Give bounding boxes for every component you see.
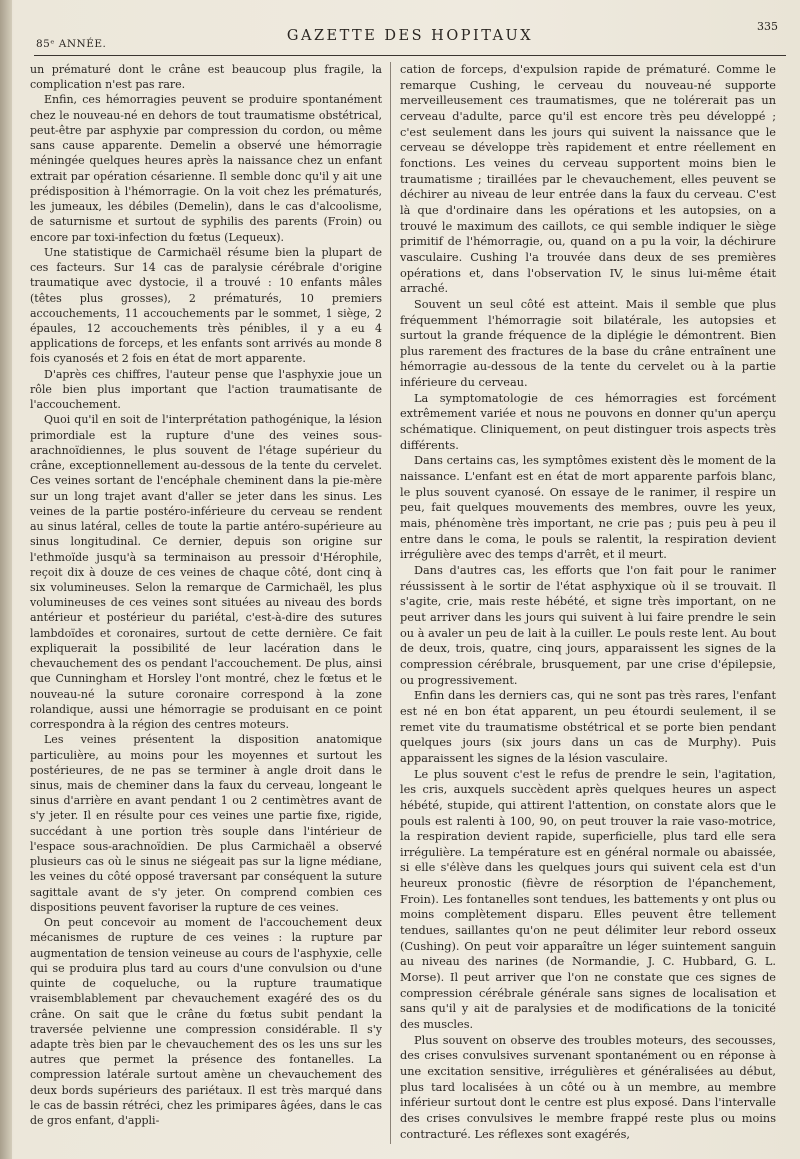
paragraph: Dans d'autres cas, les efforts que l'on fait pour le ranimer réussissent à le sortir de l'état asphyxique où il se trouvait. Il s'agite, crie, mais reste hébété, et signe très important, on ne peut arriver dans les jours qui suivent à lui faire prendre le sein ou à avaler un peu de lait à la cuiller. Le pouls reste lent. Au bout de deux, trois, quatre, cinq jours, apparaissent les signes de la compression cérébrale, brusquement, par une crise d'épilepsie, ou progressivement.: [400, 564, 776, 687]
paragraph: Enfin dans les derniers cas, qui ne sont pas très rares, l'enfant est né en bon état apparent, un peu étourdi seulement, il se remet vite du traumatisme obstétrical et se porte bien pendant quelques jours (six jours dans un cas de Murphy). Puis apparaissent les signes de la lésion vasculaire.: [400, 689, 776, 765]
paragraph: Quoi qu'il en soit de l'interprétation pathogénique, la lésion primordiale est la rupture d'une des veines sous-arachnoïdiennes, le plus souvent de l'étage supérieur du crâne, exceptionnellement au-dessous de la tente du cervelet. Ces veines sortant de l'encéphale cheminent dans la pie-mère sur un long trajet avant d'aller se jeter dans les sinus. Les veines de la partie postéro-inférieure du cerveau se rendent au sinus latéral, celles de toute la partie antéro-supérieure au sinus longitudinal. Ce dernier, depuis son origine sur l'ethmoïde jusqu'à sa terminaison au pressoir d'Hérophile, reçoit dix à douze de ces veines de chaque côté, dont cinq à six volumineuses. Selon la remarque de Carmichaël, les plus volumineuses de ces veines sont situées au niveau des bords antérieur et postérieur du pariétal, c'est-à-dire des sutures lambdoïdes et coronaires, surtout de cette dernière. Ce fait expliquerait la possibilité de leur lacération dans le chevauchement des os pendant l'accouchement. De plus, ainsi que Cunningham et Horsley l'ont montré, chez le fœtus et le nouveau-né la suture coronaire correspond à la zone rolandique, aussi une hémorragie se produisant en ce point correspondra à la région des centres moteurs.: [30, 413, 382, 732]
page-number: 335: [757, 20, 778, 33]
page-binding-edge: [0, 0, 12, 1159]
paragraph: Enfin, ces hémorragies peuvent se produire spontanément chez le nouveau-né en dehors de tout traumatisme obstétrical, peut-être par asphyxie par compression du cordon, ou même sans cause apparente. Demelin a observé une hémorragie méningée quelques heures après la naissance chez un enfant extrait par opération césarienne. Il semble donc qu'il y ait une prédisposition à l'hémorragie. On la voit chez les prématurés, les jumeaux, les débiles (Demelin), dans le cas d'alcoolisme, de saturnisme et surtout de syphilis des parents (Froin) ou encore par toxi-infection du fœtus (Lequeux).: [30, 93, 382, 244]
paragraph: Plus souvent on observe des troubles moteurs, des secousses, des crises convulsives survenant spontanément ou en réponse à une excitation sensitive, irrégulières et généralisées au début, plus tard localisées à un côté ou à un membre, au membre inférieur surtout dont le centre est plus exposé. Dans l'intervalle des crises convulsives le membre frappé reste plus ou moins contracturé. Les réflexes sont exagérés,: [400, 1033, 776, 1141]
right-column: [400, 62, 776, 1142]
paragraph: un prématuré dont le crâne est beaucoup plus fragile, la complication n'est pas rare.: [30, 63, 382, 92]
paragraph: La symptomatologie de ces hémorragies est forcément extrêmement variée et nous ne pouvons en donner qu'un aperçu schématique. Cliniquement, on peut distinguer trois aspects très différents.: [400, 391, 776, 452]
paragraph: Une statistique de Carmichaël résume bien la plupart de ces facteurs. Sur 14 cas de paralysie cérébrale d'origine traumatique avec dystocie, il a trouvé : 10 enfants mâles (têtes plus grosses), 2 prématurés, 10 premiers accouchements, 11 accouchements par le sommet, 1 siège, 2 épaules, 12 accouchements très pénibles, il y a eu 4 applications de forceps, et les enfants sont arrivés au monde 8 fois cyanosés et 2 fois en état de mort apparente.: [30, 245, 382, 366]
journal-title: GAZETTE DES HOPITAUX: [286, 28, 534, 44]
paragraph: Les veines présentent la disposition anatomique particulière, au moins pour les moyennes et surtout les postérieures, de ne pas se terminer à angle droit dans le sinus, mais de cheminer dans la faux du cerveau, longeant le sinus d'arrière en avant pendant 1 ou 2 centimètres avant de s'y jeter. Il en résulte pour ces veines une partie fixe, rigide, succédant à une portion très souple dans l'intérieur de l'espace sous-arachnoïdien. De plus Carmichaël a observé plusieurs cas où le sinus ne siégeait pas sur la ligne médiane, les veines du côté opposé traversant par conséquent la suture sagittale avant de s'y jeter. On comprend combien ces dispositions peuvent favoriser la rupture de ces veines.: [30, 733, 382, 914]
paragraph: Le plus souvent c'est le refus de prendre le sein, l'agitation, les cris, auxquels succèdent après quelques heures un aspect hébété, stupide, qui attirent l'attention, on constate alors que le pouls est ralenti à 100, 90, on peut trouver la raie vaso-motrice, la respiration devient rapide, superficielle, plus tard elle sera irrégulière. La température est en général normale ou abaissée, si elle s'élève dans les quelques jours qui suivent cela est d'un heureux pronostic (fièvre de résorption de l'épanchement, Froin). Les fontanelles sont tendues, les battements y ont plus ou moins complètement disparu. Elles peuvent être tellement tendues, saillantes qu'on ne peut délimiter leur rebord osseux (Cushing). On peut voir apparaître un léger suintement sanguin au niveau des narines (de Normandie, J. C. Hubbard, G. L. Morse). Il peut arriver que l'on ne constate que ces signes de compression cérébrale générale sans signes de localisation et sans qu'il y ait de paralysies et de modifications de la tonicité des muscles.: [400, 767, 776, 1032]
paragraph: On peut concevoir au moment de l'accouchement deux mécanismes de rupture de ces veines : la rupture par augmentation de tension veineuse au cours de l'asphyxie, celle qui se produira plus tard au cours d'une convulsion ou d'une quinte de coqueluche, ou la rupture traumatique vraisemblablement par chevauchement exagéré des os du crâne. On sait que le crâne du fœtus subit pendant la traversée pelvienne une compression considérable. Il s'y adapte très bien par le chevauchement des os les uns sur les autres que permet la présence des fontanelles. La compression latérale surtout amène un chevauchement des deux bords supérieurs des pariétaux. Il est très marqué dans le cas de bassin rétréci, chez les primipares âgées, dans le cas de gros enfant, d'appli-: [30, 916, 382, 1128]
header-rule: [34, 55, 786, 56]
paragraph: Souvent un seul côté est atteint. Mais il semble que plus fréquemment l'hémorragie soit bilatérale, les autopsies et surtout la grande fréquence de la diplégie le démontrent. Bien plus rarement des fractures de la base du crâne entraînent une hémorragie au-dessous de la tente du cervelet ou à la partie inférieure du cerveau.: [400, 297, 776, 390]
left-column: [30, 62, 382, 1128]
paragraph: cation de forceps, d'expulsion rapide de prématuré. Comme le remarque Cushing, le cerveau du nouveau-né supporte merveilleusement ces traumatismes, que ne tolérerait pas un cerveau d'adulte, parce qu'il est encore très peu développé ; c'est seulement dans les jours qui suivent la naissance que le cerveau se développe très rapidement et entre réellement en fonctions. Les veines du cerveau supportent moins bien le traumatisme ; tiraillées par le chevauchement, elles peuvent se déchirer au niveau de leur entrée dans la faux du cerveau. C'est là que d'ordinaire dans les opérations et les autopsies, on a trouvé le maximum des caillots, ce qui semble indiquer le siège primitif de l'hémorragie, ou, quand on a pu la voir, la déchirure vasculaire. Cushing l'a trouvée dans deux de ses premières opérations et, dans l'observation IV, le sinus lui-même était arraché.: [400, 63, 776, 296]
volume-year: 85ᵉ ANNÉE.: [36, 38, 107, 50]
column-divider: [390, 62, 391, 1144]
paragraph: D'après ces chiffres, l'auteur pense que l'asphyxie joue un rôle bien plus important que l'action traumatisante de l'accouchement.: [30, 367, 382, 412]
page-header: [34, 18, 786, 54]
paragraph: Dans certains cas, les symptômes existent dès le moment de la naissance. L'enfant est en état de mort apparente parfois blanc, le plus souvent cyanosé. On essaye de le ranimer, il respire un peu, fait quelques mouvements des membres, ouvre les yeux, mais, phénomène très important, ne crie pas ; puis peu à peu il entre dans le coma, le pouls se ralentit, la respiration devient irrégulière avec des temps d'arrêt, et il meurt.: [400, 454, 776, 562]
